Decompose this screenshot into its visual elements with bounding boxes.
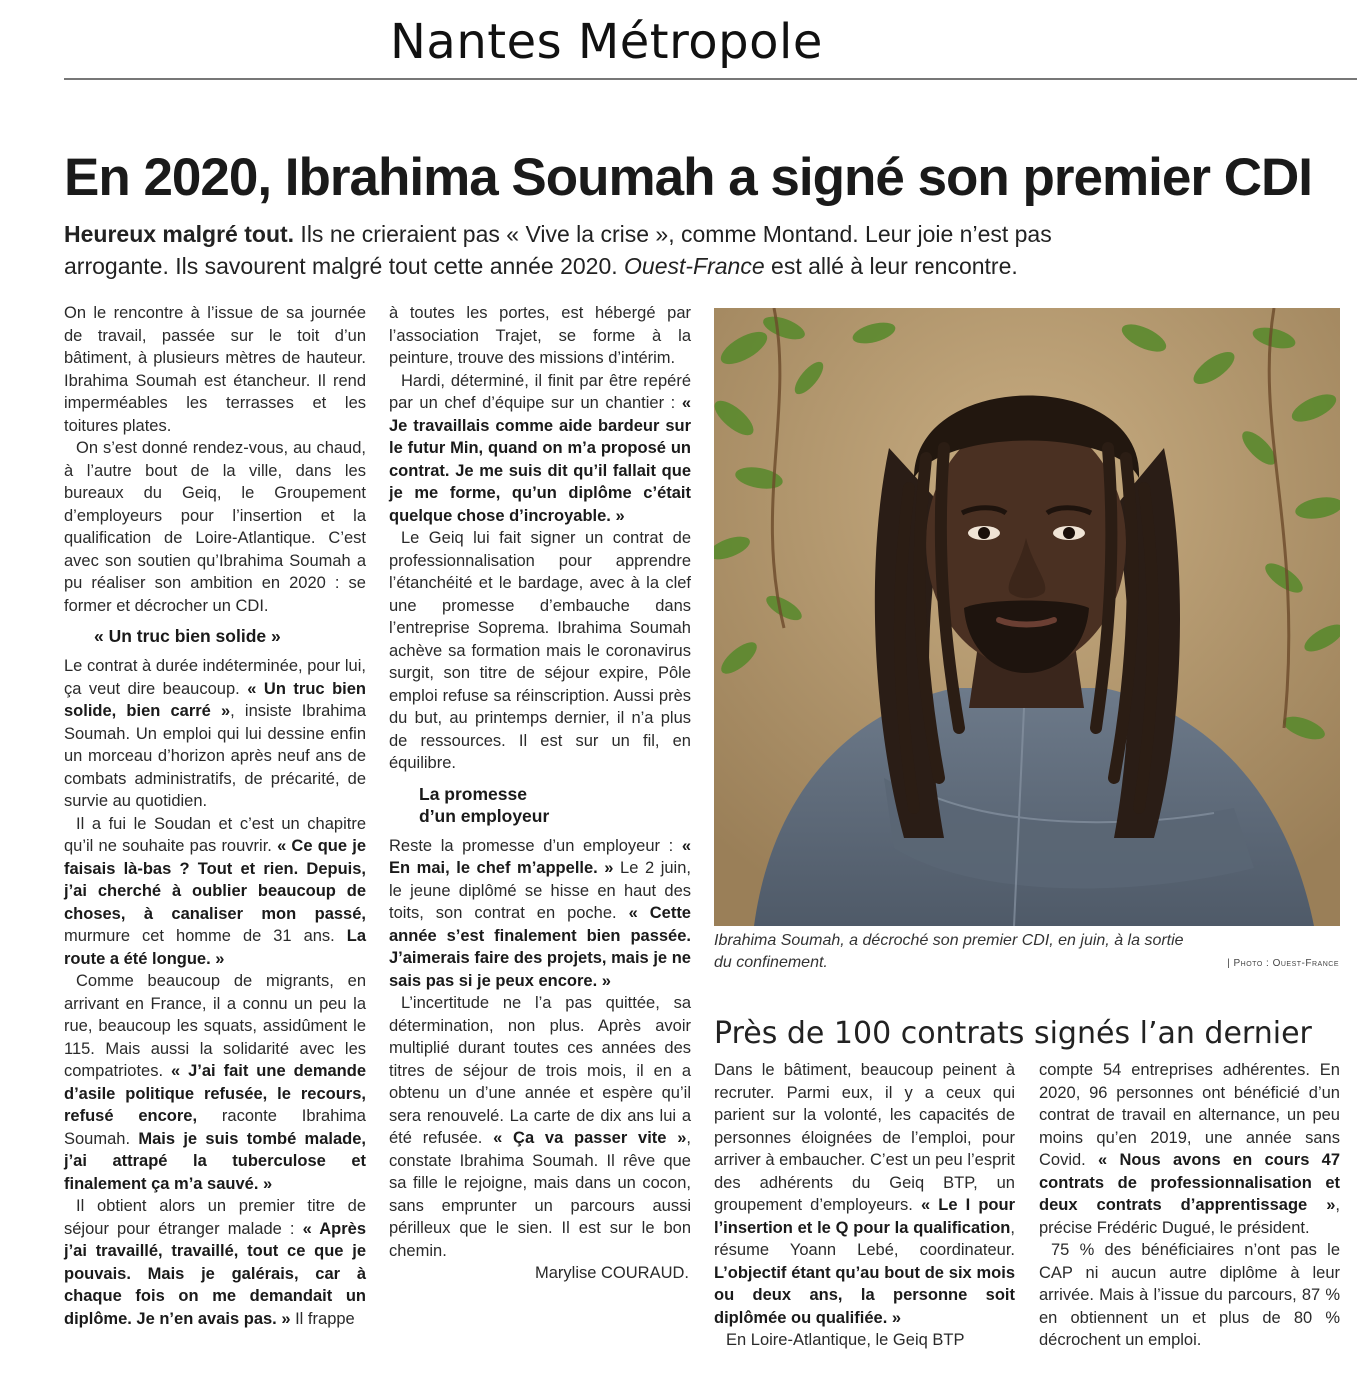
text-run: Il a fui le Soudan et c’est un chapitre qu’il ne souhaite pas rouvrir. [64, 814, 366, 855]
paragraph: 75 % des bénéficiaires n’ont pas le CAP ni aucun autre diplôme à leur arrivée. Mais à l’issue du parcours, 87 % en obtiennent un et plus de 80 % décrochent un emploi. [1039, 1241, 1340, 1349]
subheading: « Un truc bien solide » [94, 626, 281, 646]
publication-name: Ouest-France [624, 253, 765, 279]
quote: Mais je suis tombé malade, j’ai attrapé la tuberculose et finalement ça m’a sauvé. » [64, 1129, 367, 1193]
portrait-illustration [714, 308, 1340, 926]
portrait-photo [714, 308, 1340, 926]
paragraph [389, 992, 691, 1262]
quote: « J’ai fait une demande d’asile politique refusée, le recours, refusé encore, [64, 1062, 367, 1125]
text-run: , précise Frédéric Dugué, le président. [1039, 1196, 1340, 1237]
text-run: murmure cet homme de 31 ans. [64, 927, 347, 945]
standfirst-lead-in: Heureux malgré tout. [64, 221, 295, 247]
standfirst-text-2: arrogante. Ils savourent malgré tout cette année 2020. [64, 253, 625, 279]
box-column-2 [1039, 1059, 1340, 1352]
standfirst-text-3: est allé à leur rencontre. [764, 253, 1018, 279]
photo-caption [714, 930, 1214, 974]
subheading-line: La promesse [419, 783, 527, 804]
text-run: raconte Ibrahima Soumah. [64, 1107, 366, 1148]
paragraph: Le Geiq lui fait signer un contrat de professionnalisation pour apprendre l’étanchéité et le bardage, avec à la clef une promesse d’embauche dans l’entreprise Soprema. Ibrahima Soumah achève sa formation mais le coronavirus surgit, son titre de séjour expire, Pôle emploi refuse sa réinscription. Aussi près du but, au printemps dernier, il n’a plus de ressources. Il est sur un fil, en équilibre. [389, 529, 691, 772]
author-signature: Marylise COURAUD. [534, 1264, 689, 1282]
standfirst-text-1: Ils ne crieraient pas « Vive la crise », comme Montand. Leur joie n’est pas [294, 221, 1052, 247]
text-run: Hardi, déterminé, il finit par être repéré par un chef d’équipe sur un chantier : [389, 371, 691, 412]
text-run: , résume Yoann Lebé, coordinateur. [714, 1218, 1015, 1259]
quote: « Nous avons en cours 47 contrats de professionnalisation et deux contrats d’apprentissage » [1039, 1151, 1340, 1214]
paragraph [64, 655, 366, 813]
paragraph: à toutes les portes, est hébergé par l’association Trajet, se forme à la peinture, trouve des missions d’intérim. [389, 304, 691, 367]
article-headline: En 2020, Ibrahima Soumah a signé son premier CDI [64, 148, 1312, 207]
paragraph [64, 813, 366, 971]
text-run: Le 2 juin, le jeune diplômé se hisse en haut des toits, son contrat en poche. [389, 859, 691, 922]
paragraph [389, 835, 691, 993]
paragraph [64, 970, 366, 1195]
text-run: , insiste Ibrahima Soumah. Un emploi qui lui dessine enfin un morceau d’horizon après neuf ans de combats administratifs, de précarité, de survie au quotidien. [64, 702, 367, 810]
article-standfirst [64, 218, 1214, 282]
text-run: , constate Ibrahima Soumah. Il rêve que sa fille le rejoigne, mais dans un cocon, sans emprunter un parcours aussi périlleux que le sien. Il est sur le bon chemin. [389, 1129, 691, 1260]
quote: La route a été longue. » [64, 927, 366, 968]
text-run: Il frappe [290, 1309, 355, 1328]
section-rubric: Nantes Métropole [390, 14, 823, 70]
box-column-1 [714, 1059, 1015, 1352]
quote: « Le I pour l’insertion et le Q pour la qualification [714, 1196, 1015, 1237]
quote: « Je travaillais comme aide bardeur sur le futur Min, quand on m’a proposé un contrat. Je me suis dit qu’il fallait que je me forme, qu’un diplôme c’était quelque chose d’incroyable. » [389, 394, 691, 525]
text-run: Dans le bâtiment, beaucoup peinent à recruter. Parmi eux, il y a ceux qui parient sur la volonté, les capacités de personnes éloignées de l’emploi, pour arriver à embaucher. C’est un peu l’esprit des adhérents du Geiq BTP, un groupement d’employeurs. [714, 1061, 1015, 1214]
paragraph [389, 370, 691, 528]
text-run: Comme beaucoup de migrants, en arrivant en France, il a connu un peu la rue, beaucoup les squats, assidûment le 115. Mais aussi la solidarité avec les compatriotes. [64, 972, 366, 1080]
caption-line: du confinement. [714, 954, 828, 971]
quote: « En mai, le chef m’appelle. » [389, 836, 691, 877]
quote: « Un truc bien solide, bien carré » [64, 679, 366, 720]
text-run: Il obtient alors un premier titre de séjour pour étranger malade : [64, 1197, 366, 1238]
quote: L’objectif étant qu’au bout de six mois ou deux ans, la personne soit diplômée ou qualifiée. » [714, 1263, 1015, 1327]
paragraph [64, 1195, 366, 1330]
subheading-line: d’un employeur [419, 805, 550, 826]
article-column-2 [389, 302, 691, 1285]
paragraph [1039, 1059, 1340, 1239]
subheading [389, 783, 691, 827]
paragraph: En Loire-Atlantique, le Geiq BTP [726, 1331, 965, 1349]
sidebar-box-title: Près de 100 contrats signés l’an dernier [714, 1016, 1312, 1051]
paragraph: On le rencontre à l’issue de sa journée de travail, passée sur le toit d’un bâtiment, à plusieurs mètres de hauteur. Ibrahima Soumah est étancheur. Il rend imperméables les terrasses et les toitures plates. [64, 304, 366, 435]
text-run: Reste la promesse d’un employeur : [389, 836, 682, 855]
photo-credit: | Photo : Ouest-France [1227, 958, 1339, 969]
paragraph [714, 1059, 1015, 1329]
rubric-divider [64, 78, 1357, 80]
text-run: compte 54 entreprises adhérentes. En 2020, 96 personnes ont bénéficié d’un contrat de travail en alternance, un peu moins qu’en 2019, une année sans Covid. [1039, 1061, 1340, 1169]
quote: « Ce que je faisais là-bas ? Tout et rien. Depuis, j’ai cherché à oublier beaucoup de choses, à canaliser mon passé, [64, 837, 366, 923]
article-column-1 [64, 302, 366, 1330]
text-run: L’incertitude ne l’a pas quittée, sa détermination, non plus. Après avoir multiplié durant toutes ces années des titres de séjour de trois mois, il en a obtenu un d’une année et espère qu’il sera renouvelé. La carte de dix ans lui a été refusée. [389, 994, 691, 1147]
text-run: Le contrat à durée indéterminée, pour lui, ça veut dire beaucoup. [64, 657, 366, 698]
quote: « Cette année s’est finalement bien passée. J’aimerais faire des projets, mais je ne sais pas si je peux encore. » [389, 904, 691, 990]
paragraph: On s’est donné rendez-vous, au chaud, à l’autre bout de la ville, dans les bureaux du Geiq, le Groupement d’employeurs pour l’insertion et la qualification de Loire-Atlantique. C’est avec son soutien qu’Ibrahima Soumah a pu réaliser son ambition en 2020 : se former et décrocher un CDI. [64, 439, 366, 615]
quote: « Après j’ai travaillé, travaillé, tout ce que je pouvais. Mais je galérais, car à chaque fois on me demandait un diplôme. Je n’en avais pas. » [64, 1219, 367, 1328]
quote: « Ça va passer vite » [493, 1129, 687, 1147]
caption-line: Ibrahima Soumah, a décroché son premier CDI, en juin, à la sortie [714, 932, 1184, 949]
